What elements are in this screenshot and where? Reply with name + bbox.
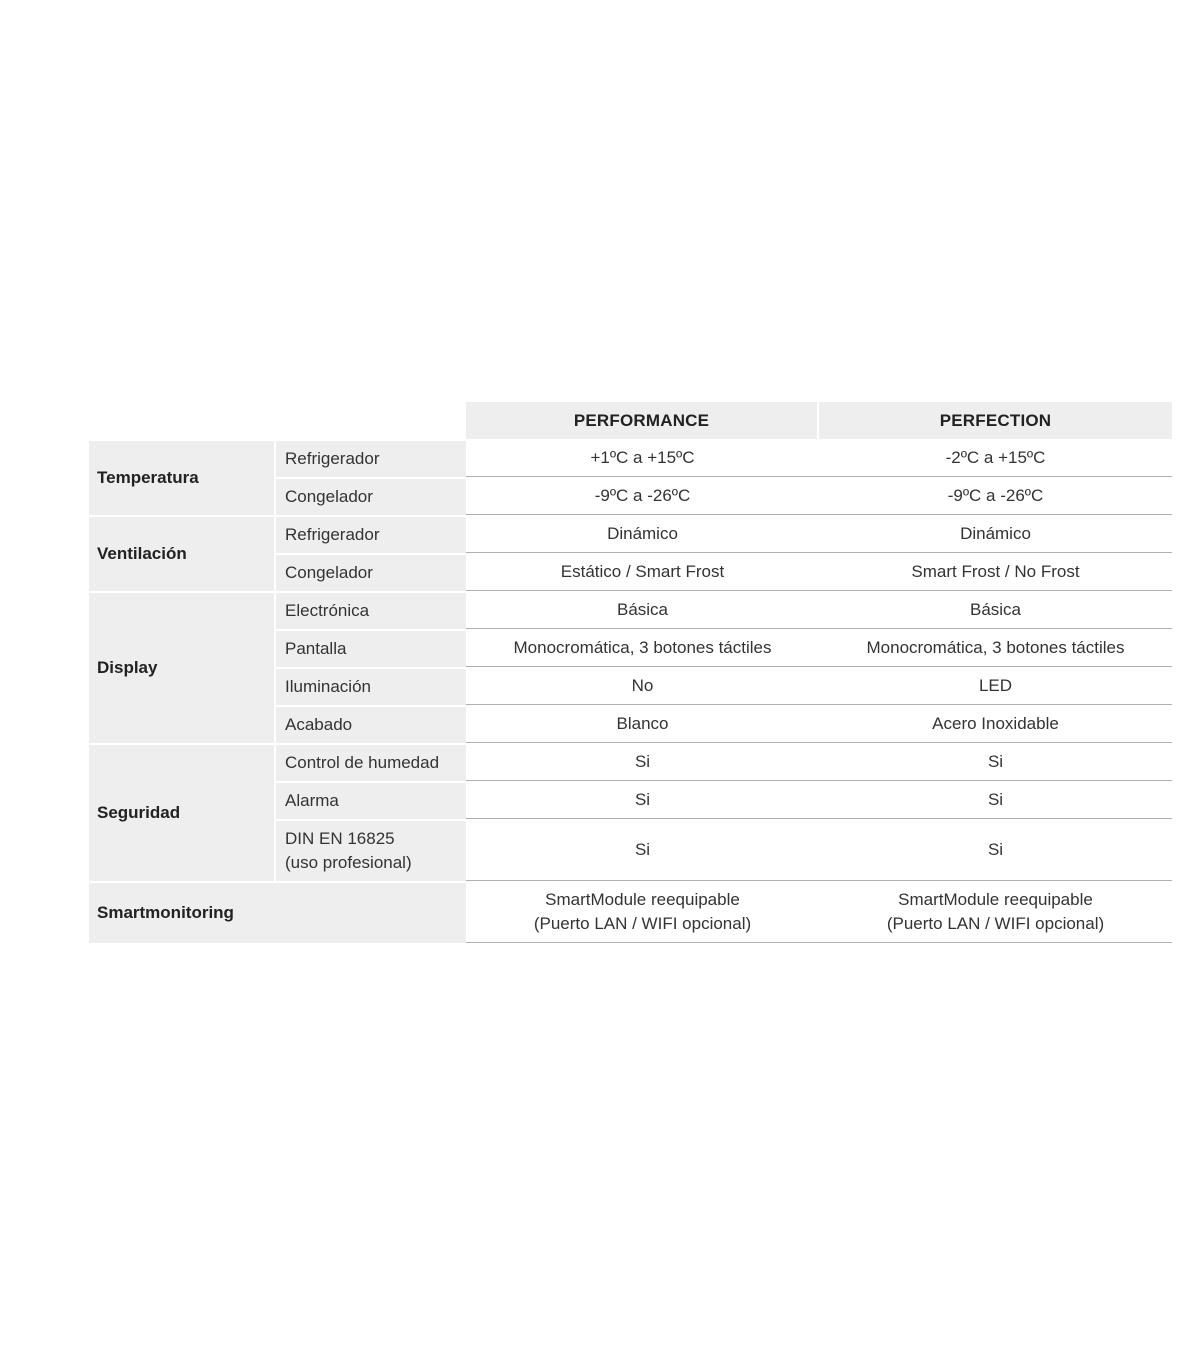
row-label: Congelador [276,553,466,591]
value-perfection: Dinámico [819,515,1172,553]
row-label: Control de humedad [276,743,466,781]
value-performance: Si [466,743,819,781]
row-label-line1: DIN EN 16825 [285,829,395,848]
value-perfection: Acero Inoxidable [819,705,1172,743]
row-label: Refrigerador [276,515,466,553]
value-perfection: Básica [819,591,1172,629]
row-label: Electrónica [276,591,466,629]
value-performance: Si [466,781,819,819]
table-row [89,743,1172,781]
row-label: Iluminación [276,667,466,705]
value-performance: No [466,667,819,705]
group-temperatura: Temperatura [89,439,276,515]
row-label [276,819,466,881]
value-performance: Si [466,819,819,881]
value-performance: Monocromática, 3 botones táctiles [466,629,819,667]
row-label-line2: (uso profesional) [285,853,412,872]
value-perfection: -2ºC a +15ºC [819,439,1172,477]
table-row [89,881,1172,943]
header-performance: PERFORMANCE [466,402,819,439]
value-performance: Básica [466,591,819,629]
group-display: Display [89,591,276,743]
value-perfection: LED [819,667,1172,705]
group-smartmonitoring: Smartmonitoring [89,881,466,943]
group-ventilacion: Ventilación [89,515,276,591]
header-perfection: PERFECTION [819,402,1172,439]
value-perfection: -9ºC a -26ºC [819,477,1172,515]
value-line2: (Puerto LAN / WIFI opcional) [533,913,752,933]
value-perfection: Smart Frost / No Frost [819,553,1172,591]
row-label: Alarma [276,781,466,819]
value-line2: (Puerto LAN / WIFI opcional) [886,913,1105,933]
header-blank [89,402,466,439]
value-perfection [819,881,1172,943]
value-performance: Blanco [466,705,819,743]
value-perfection: Monocromática, 3 botones táctiles [819,629,1172,667]
value-line1: SmartModule reequipable [545,889,740,909]
row-label: Acabado [276,705,466,743]
value-line1: SmartModule reequipable [898,889,1093,909]
value-performance [466,881,819,943]
group-seguridad: Seguridad [89,743,276,881]
value-perfection: Si [819,781,1172,819]
table-row [89,439,1172,477]
value-perfection: Si [819,743,1172,781]
header-row [89,402,1172,439]
value-performance: Dinámico [466,515,819,553]
table-row [89,591,1172,629]
value-performance: -9ºC a -26ºC [466,477,819,515]
value-performance: +1ºC a +15ºC [466,439,819,477]
value-perfection: Si [819,819,1172,881]
row-label: Congelador [276,477,466,515]
row-label: Pantalla [276,629,466,667]
value-performance: Estático / Smart Frost [466,553,819,591]
row-label: Refrigerador [276,439,466,477]
spec-comparison-table [89,402,1172,943]
table-row [89,515,1172,553]
